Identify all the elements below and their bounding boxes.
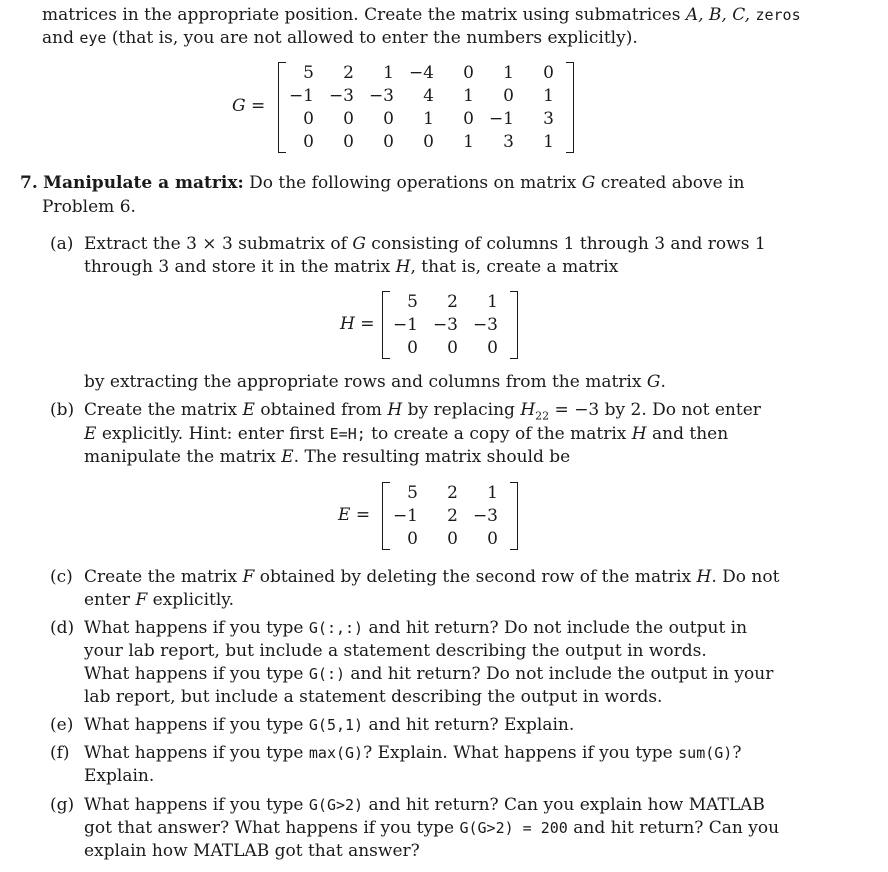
matrix-cell: 0: [407, 338, 418, 358]
matrix-cell: 5: [407, 483, 418, 503]
var: E: [242, 400, 255, 420]
var: G: [646, 372, 661, 392]
part-a-line-1: [84, 233, 766, 255]
part-a-line-2: [84, 256, 618, 278]
text: and hit return? Can you: [567, 818, 780, 838]
matrix-cell: 0: [447, 529, 458, 549]
text: consisting of columns 1 through 3 and rows 1: [365, 234, 766, 254]
code: G(G>2) = 200: [459, 819, 568, 837]
code: G(G>2): [308, 796, 364, 814]
matrix-cell: −3: [472, 315, 498, 335]
matrix-cell: 4: [423, 86, 434, 106]
text: Extract the 3 × 3 submatrix of: [84, 234, 353, 254]
part-b-label: (b): [50, 400, 75, 420]
code: E=H;: [329, 425, 366, 443]
matrix-cell: −1: [288, 86, 314, 106]
text: What happens if you type: [84, 795, 309, 815]
matrix-cell: −3: [368, 86, 394, 106]
matrix-cell: 3: [543, 109, 554, 129]
part-c-label: (c): [50, 567, 73, 587]
text: and hit return? Do not include the output in your: [345, 664, 774, 684]
text: obtained from: [254, 400, 388, 420]
var: H: [696, 567, 712, 587]
part-a-label: (a): [50, 234, 74, 254]
text: through 3 and store it in the matrix: [84, 257, 396, 277]
matrix-cell: 0: [383, 132, 394, 152]
part-g-line-1: [84, 794, 765, 816]
var: H: [387, 400, 403, 420]
text: = −3 by 2. Do not enter: [549, 400, 761, 420]
matrix-row: [278, 85, 574, 107]
code: max(G): [308, 744, 364, 762]
part-g-label: (g): [50, 795, 75, 815]
matrix-cell: 0: [447, 338, 458, 358]
matrix-cell: 2: [447, 483, 458, 503]
matrix-row: [278, 62, 574, 84]
text: by replacing: [402, 400, 521, 420]
text: explicitly. Hint: enter first: [96, 424, 330, 444]
matrix-cell: 0: [487, 338, 498, 358]
text: enter: [84, 590, 136, 610]
var: F: [242, 567, 255, 587]
intro-vars: A, B, C,: [685, 5, 751, 25]
text: ?: [732, 743, 742, 763]
matrix-cell: 1: [383, 63, 394, 83]
matrix-cell: 5: [303, 63, 314, 83]
matrix-e: [382, 482, 518, 551]
part-e-line-1: [84, 714, 574, 736]
var: H: [395, 257, 411, 277]
var: E: [84, 424, 97, 444]
problem-text: Do the following operations on matrix: [243, 173, 582, 193]
matrix-cell: 2: [343, 63, 354, 83]
var: E: [281, 447, 294, 467]
part-g-line-2: [84, 817, 779, 839]
text: and then: [646, 424, 729, 444]
matrix-cell: −3: [472, 506, 498, 526]
text: ? Explain. What happens if you type: [363, 743, 679, 763]
text: and hit return? Explain.: [363, 715, 575, 735]
text: explicitly.: [147, 590, 235, 610]
intro-line-2: [42, 27, 638, 49]
text: . The resulting matrix should be: [293, 447, 571, 467]
matrix-cell: 1: [463, 132, 474, 152]
problem-7-line-1: [20, 172, 745, 194]
part-b-line-3: [84, 446, 570, 468]
matrix-cell: 1: [487, 292, 498, 312]
code: sum(G): [678, 744, 733, 762]
matrix-row: [382, 291, 518, 313]
matrix-cell: 1: [543, 86, 554, 106]
var: H: [631, 424, 647, 444]
matrix-cell: −3: [328, 86, 354, 106]
var: F: [135, 590, 148, 610]
part-d-line-2: your lab report, but include a statement describing the output in words.: [84, 641, 707, 661]
matrix-cell: 3: [503, 132, 514, 152]
matrix-row: [382, 482, 518, 504]
part-f-line-1: [84, 742, 741, 764]
part-a-after: [84, 371, 666, 393]
text: obtained by deleting the second row of the matrix: [254, 567, 697, 587]
part-c-line-2: [84, 589, 234, 611]
matrix-row: [382, 314, 518, 336]
part-g-line-3: explain how MATLAB got that answer?: [84, 841, 420, 861]
matrix-cell: −4: [408, 63, 434, 83]
matrix-h: [382, 291, 518, 360]
matrix-cell: 0: [303, 132, 314, 152]
text: Create the matrix: [84, 400, 243, 420]
text: What happens if you type: [84, 743, 309, 763]
matrix-cell: 0: [407, 529, 418, 549]
matrix-e-label: E =: [338, 505, 371, 525]
matrix-row: [382, 505, 518, 527]
matrix-cell: 1: [463, 86, 474, 106]
text: What happens if you type: [84, 715, 309, 735]
matrix-cell: 1: [503, 63, 514, 83]
matrix-cell: 0: [487, 529, 498, 549]
text: .: [660, 372, 666, 392]
matrix-row: [382, 528, 518, 550]
matrix-row: [382, 337, 518, 359]
part-f-label: (f): [50, 743, 70, 763]
intro-code-zeros: zeros: [755, 6, 801, 24]
text: and hit return? Do not include the output in: [363, 618, 748, 638]
matrix-cell: 0: [423, 132, 434, 152]
matrix-g: [278, 62, 574, 154]
text: , that is, create a matrix: [410, 257, 619, 277]
text: What happens if you type: [84, 664, 309, 684]
matrix-g-label: G =: [232, 96, 266, 116]
part-f-line-2: Explain.: [84, 766, 155, 786]
matrix-cell: 2: [447, 292, 458, 312]
matrix-h-label: H =: [340, 314, 375, 334]
matrix-cell: 5: [407, 292, 418, 312]
matrix-row: [278, 108, 574, 130]
intro-text: (that is, you are not allowed to enter the numbers explicitly).: [106, 28, 638, 48]
problem-number: 7.: [20, 173, 38, 193]
part-e-label: (e): [50, 715, 74, 735]
problem-7-line-2: Problem 6.: [42, 197, 136, 217]
var: G: [352, 234, 366, 254]
intro-text: and: [42, 28, 80, 48]
text: Create the matrix: [84, 567, 243, 587]
matrix-cell: 1: [487, 483, 498, 503]
part-b-line-2: [84, 423, 728, 445]
matrix-cell: 0: [463, 63, 474, 83]
matrix-cell: −1: [392, 506, 418, 526]
intro-line-1: [42, 4, 801, 26]
text: manipulate the matrix: [84, 447, 282, 467]
part-d-line-1: [84, 617, 747, 639]
matrix-cell: 2: [447, 506, 458, 526]
text: and hit return? Can you explain how MATLAB: [363, 795, 765, 815]
code: G(:): [308, 665, 346, 683]
part-d-line-4: lab report, but include a statement describing the output in words.: [84, 687, 663, 707]
matrix-cell: −1: [488, 109, 514, 129]
matrix-cell: 0: [303, 109, 314, 129]
subscript: 22: [535, 409, 550, 423]
matrix-cell: 1: [543, 132, 554, 152]
code: G(:,:): [308, 619, 364, 637]
code: G(5,1): [308, 716, 364, 734]
problem-text: created above in: [595, 173, 745, 193]
part-d-line-3: [84, 663, 773, 685]
matrix-cell: 0: [463, 109, 474, 129]
intro-text: matrices in the appropriate position. Create the matrix using submatrices: [42, 5, 686, 25]
matrix-row: [278, 131, 574, 153]
matrix-cell: 1: [423, 109, 434, 129]
matrix-cell: 0: [383, 109, 394, 129]
matrix-cell: 0: [343, 109, 354, 129]
problem-title: Manipulate a matrix:: [43, 173, 244, 193]
text: What happens if you type: [84, 618, 309, 638]
matrix-cell: 0: [503, 86, 514, 106]
intro-code-eye: eye: [79, 29, 107, 47]
text: got that answer? What happens if you type: [84, 818, 460, 838]
matrix-cell: 0: [543, 63, 554, 83]
text: . Do not: [711, 567, 780, 587]
matrix-cell: −3: [432, 315, 458, 335]
text: by extracting the appropriate rows and columns from the matrix: [84, 372, 647, 392]
matrix-cell: −1: [392, 315, 418, 335]
var: H: [520, 400, 536, 420]
problem-var: G: [581, 173, 596, 193]
matrix-cell: 0: [343, 132, 354, 152]
part-c-line-1: [84, 566, 779, 588]
part-d-label: (d): [50, 618, 75, 638]
text: to create a copy of the matrix: [365, 424, 632, 444]
